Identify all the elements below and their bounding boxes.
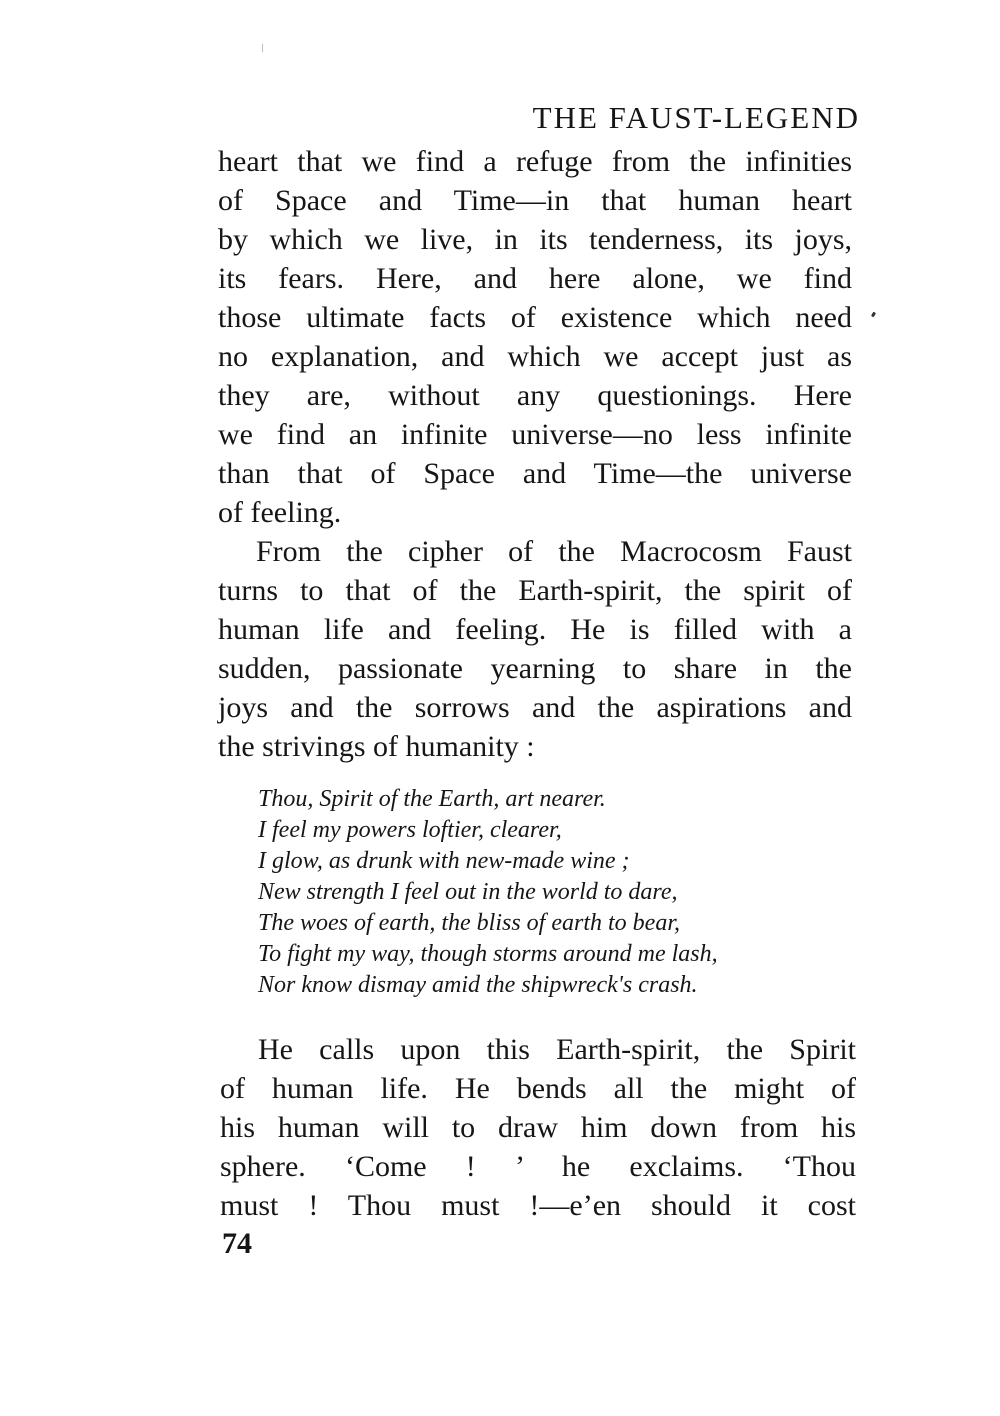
page-number: 74: [222, 1227, 252, 1260]
text-line: of feeling.: [218, 496, 342, 529]
running-header: THE FAUST-LEGEND: [532, 100, 860, 135]
text-line: heart that we find a refuge from the infinities: [218, 145, 852, 178]
text-line: than that of Space and Time—the universe: [218, 457, 852, 490]
verse-line: Thou, Spirit of the Earth, art nearer.: [258, 786, 606, 812]
text-line: sphere. ‘Come ! ’ he exclaims. ‘Thou: [220, 1150, 856, 1183]
text-line: He calls upon this Earth-spirit, the Spirit: [258, 1033, 856, 1066]
verse-line: The woes of earth, the bliss of earth to bear,: [258, 910, 680, 936]
text-line: joys and the sorrows and the aspirations and: [218, 691, 852, 724]
verse-line: Nor know dismay amid the shipwreck's crash.: [258, 972, 698, 998]
text-line: human life and feeling. He is filled with a: [218, 613, 852, 646]
verse-line: New strength I feel out in the world to dare,: [258, 879, 678, 905]
text-line: of Space and Time—in that human heart: [218, 184, 852, 217]
text-line: must ! Thou must !—e’en should it cost: [220, 1189, 856, 1222]
scan-mark: [262, 44, 263, 52]
text-line: by which we live, in its tenderness, its joys,: [218, 223, 852, 256]
text-line: no explanation, and which we accept just as: [218, 340, 852, 373]
text-line: those ultimate facts of existence which need: [218, 301, 852, 334]
text-line: of human life. He bends all the might of: [220, 1072, 856, 1105]
verse-line: I feel my powers loftier, clearer,: [258, 817, 562, 843]
text-line: From the cipher of the Macrocosm Faust: [256, 535, 852, 568]
text-line: they are, without any questionings. Here: [218, 379, 852, 412]
scan-mark: [871, 312, 876, 318]
text-line: we find an infinite universe—no less infinite: [218, 418, 852, 451]
verse-line: I glow, as drunk with new-made wine ;: [258, 848, 630, 874]
text-line: sudden, passionate yearning to share in the: [218, 652, 852, 685]
text-line: his human will to draw him down from his: [220, 1111, 856, 1144]
verse-line: To fight my way, though storms around me lash,: [258, 941, 718, 967]
text-line: its fears. Here, and here alone, we find: [218, 262, 852, 295]
text-line: turns to that of the Earth-spirit, the spirit of: [218, 574, 852, 607]
text-line: the strivings of humanity :: [218, 730, 535, 763]
